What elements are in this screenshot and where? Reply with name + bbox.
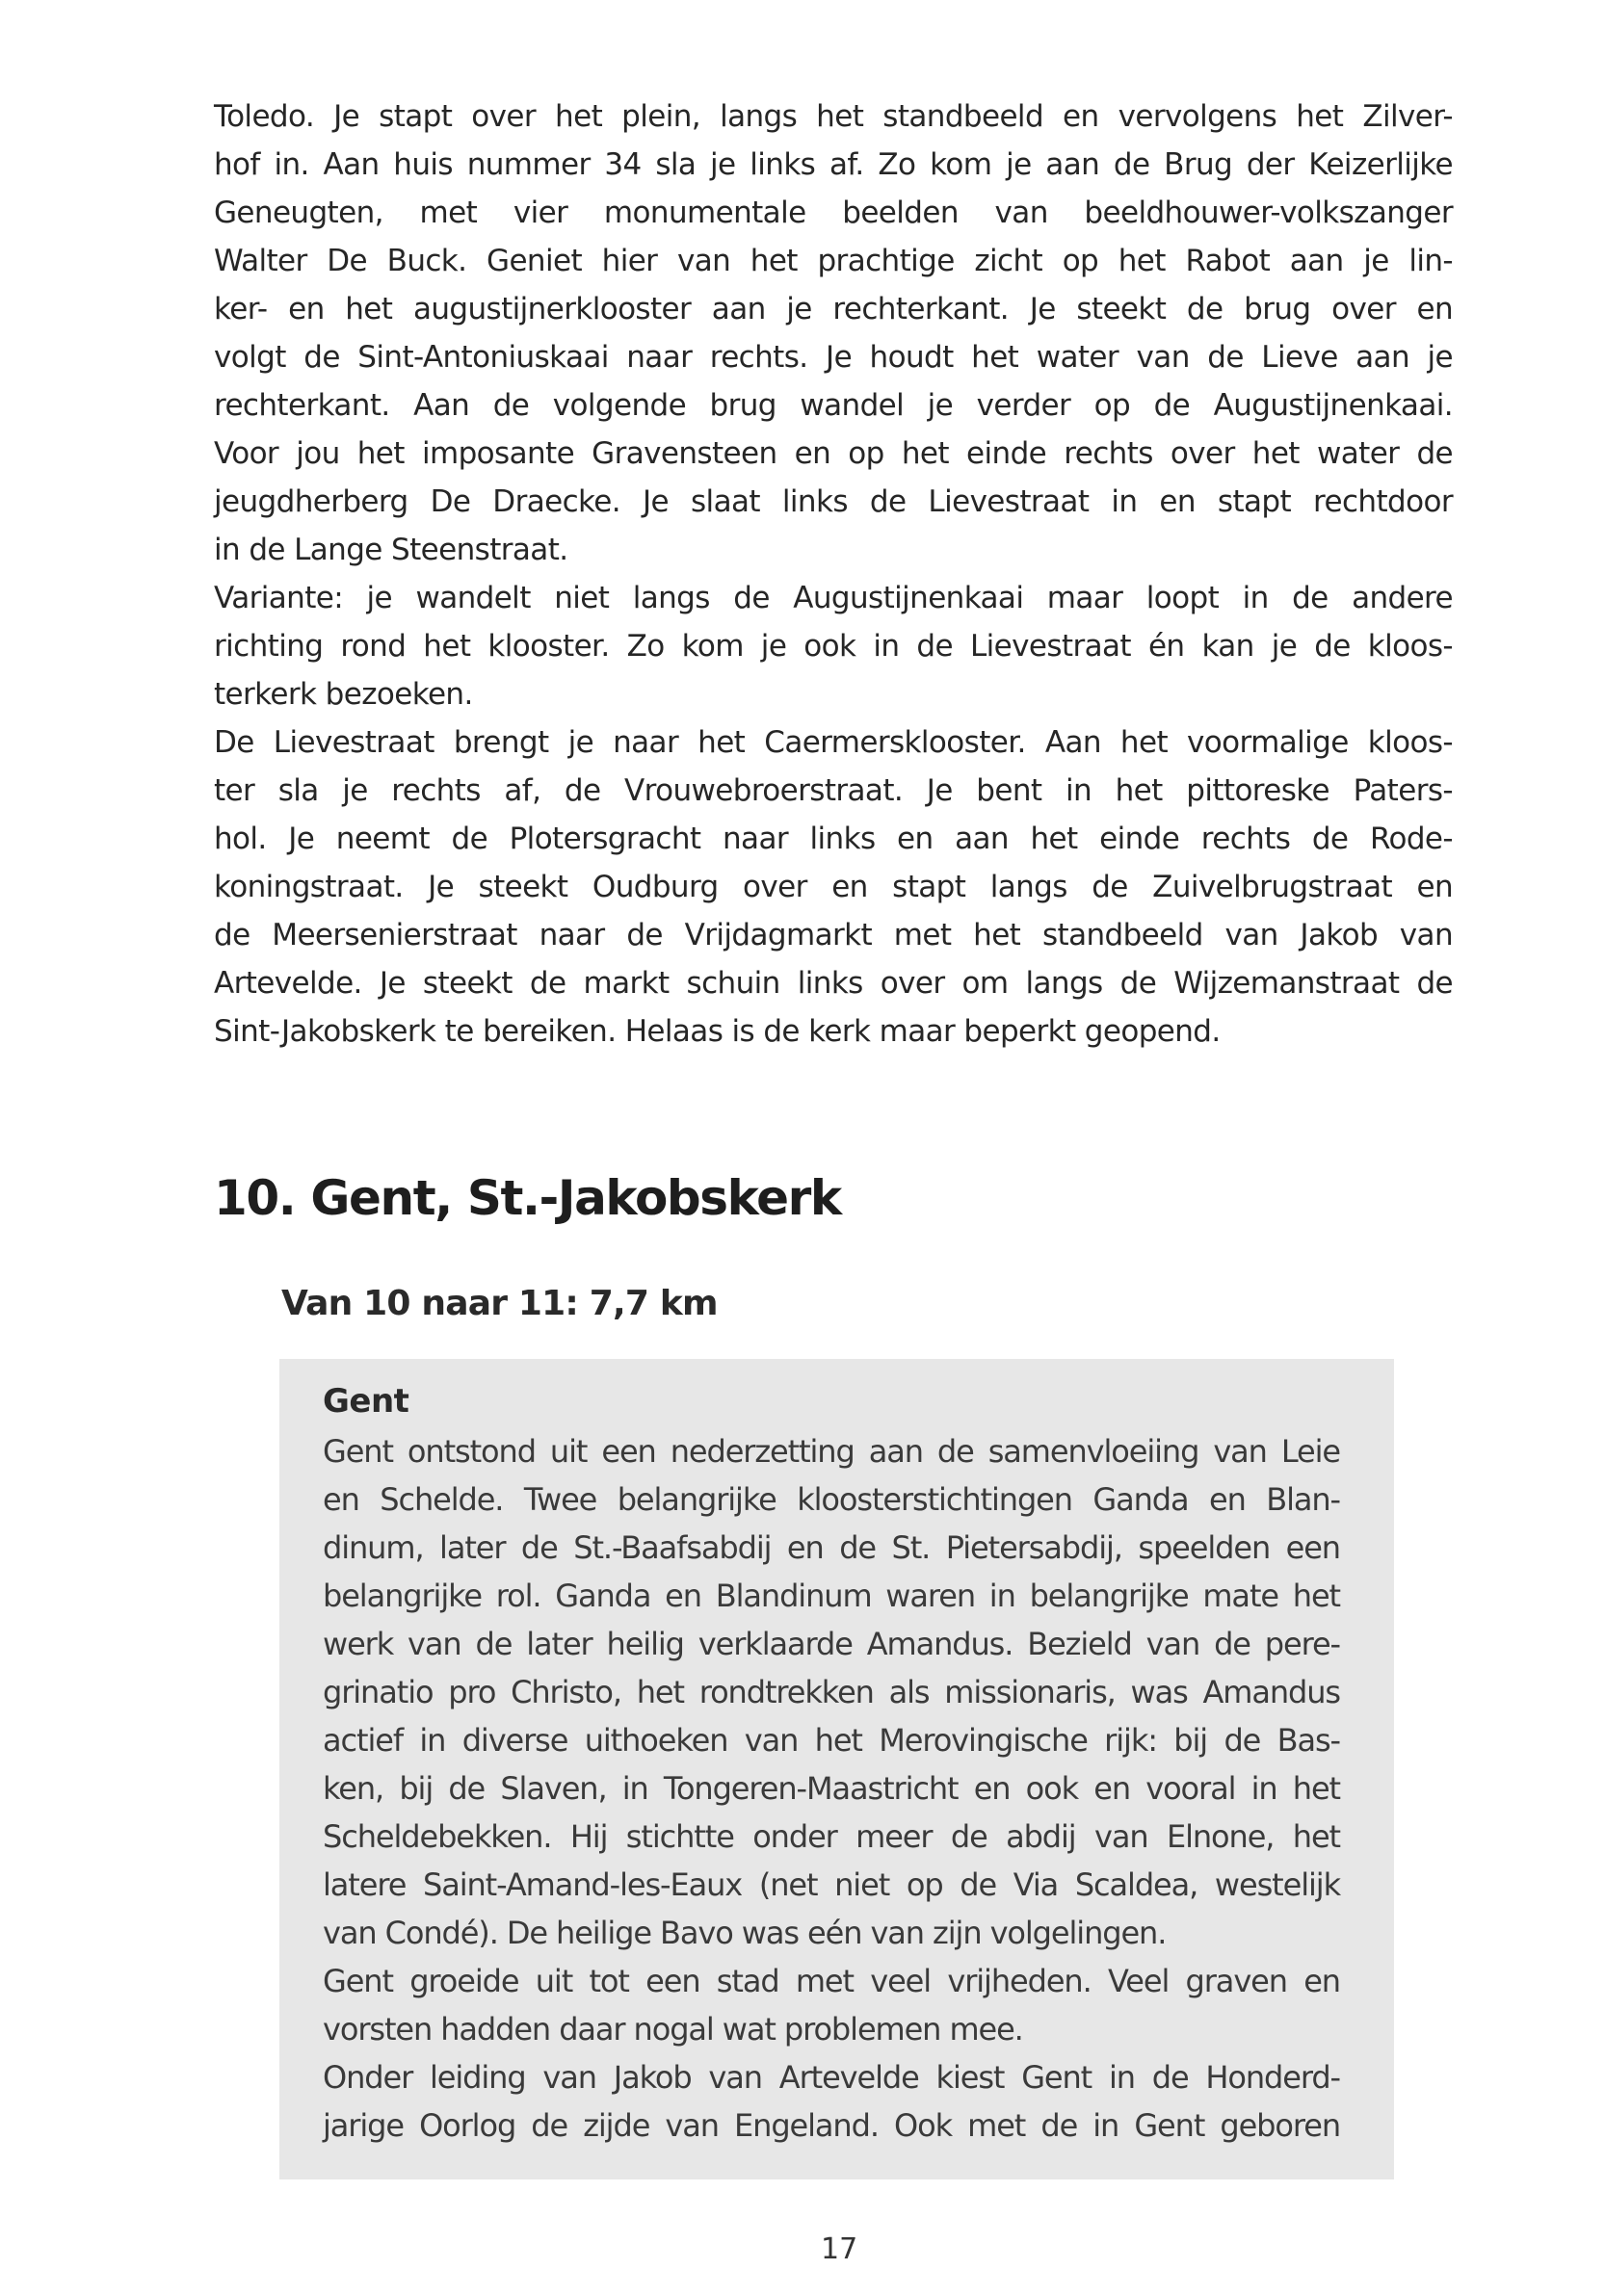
text-line: Sint-Jakobskerk te bereiken. Helaas is de kerk maar beperkt geopend. <box>214 1014 1221 1049</box>
text-line: terkerk bezoeken. <box>214 677 473 712</box>
info-box-line: actief in diverse uithoeken van het Merovingische rijk: bij de Bas- <box>323 1722 1340 1759</box>
text-line: koningstraat. Je steekt Oudburg over en stapt langs de Zuivelbrugstraat en <box>214 870 1453 904</box>
info-box-line: Scheldebekken. Hij stichtte onder meer de abdij van Elnone, het <box>323 1818 1340 1855</box>
text-line: Artevelde. Je steekt de markt schuin links over om langs de Wijzemanstraat de <box>214 966 1453 1001</box>
section-heading: 10. Gent, St.-Jakobskerk <box>214 1170 841 1226</box>
page-number: 17 <box>821 2232 858 2266</box>
info-box-line: Gent ontstond uit een nederzetting aan de samenvloeiing van Leie <box>323 1433 1340 1470</box>
text-line: hof in. Aan huis nummer 34 sla je links af. Zo kom je aan de Brug der Keizerlijke <box>214 147 1453 182</box>
text-line: Voor jou het imposante Gravensteen en op het einde rechts over het water de <box>214 436 1453 471</box>
info-box-line: ken, bij de Slaven, in Tongeren-Maastricht en ook en vooral in het <box>323 1770 1340 1807</box>
info-box-line: vorsten hadden daar nogal wat problemen mee. <box>323 2011 1023 2048</box>
route-distance: Van 10 naar 11: 7,7 km <box>281 1284 718 1323</box>
info-box-line: belangrijke rol. Ganda en Blandinum waren in belangrijke mate het <box>323 1578 1340 1614</box>
info-box-title: Gent <box>323 1382 409 1421</box>
text-line: Geneugten, met vier monumentale beelden van beeldhouwer-volkszanger <box>214 196 1453 230</box>
text-line: rechterkant. Aan de volgende brug wandel je verder op de Augustijnenkaai. <box>214 388 1453 423</box>
text-line: richting rond het klooster. Zo kom je ook in de Lievestraat én kan je de kloos- <box>214 629 1453 664</box>
text-line: ter sla je rechts af, de Vrouwebroerstraat. Je bent in het pittoreske Paters- <box>214 773 1453 808</box>
text-line: volgt de Sint-Antoniuskaai naar rechts. Je houdt het water van de Lieve aan je <box>214 340 1453 375</box>
info-box-line: latere Saint-Amand-les-Eaux (net niet op de Via Scaldea, westelijk <box>323 1866 1340 1903</box>
info-box-line: dinum, later de St.-Baafsabdij en de St. Pietersabdij, speelden een <box>323 1529 1340 1566</box>
info-box-line: grinatio pro Christo, het rondtrekken als missionaris, was Amandus <box>323 1674 1340 1710</box>
text-line: Toledo. Je stapt over het plein, langs het standbeeld en vervolgens het Zilver- <box>214 99 1453 134</box>
text-line: in de Lange Steenstraat. <box>214 533 568 567</box>
info-box-line: en Schelde. Twee belangrijke kloosterstichtingen Ganda en Blan- <box>323 1481 1340 1518</box>
text-line: hol. Je neemt de Plotersgracht naar links en aan het einde rechts de Rode- <box>214 822 1453 856</box>
text-line: jeugdherberg De Draecke. Je slaat links de Lievestraat in en stapt rechtdoor <box>214 484 1453 519</box>
info-box-line: van Condé). De heilige Bavo was eén van zijn volgelingen. <box>323 1915 1167 1951</box>
text-line: Variante: je wandelt niet langs de Augustijnenkaai maar loopt in de andere <box>214 581 1453 615</box>
info-box-line: Onder leiding van Jakob van Artevelde kiest Gent in de Honderd- <box>323 2059 1340 2096</box>
info-box <box>279 1359 1394 2179</box>
info-box-line: jarige Oorlog de zijde van Engeland. Ook met de in Gent geboren <box>323 2107 1340 2144</box>
text-line: de Meersenierstraat naar de Vrijdagmarkt met het standbeeld van Jakob van <box>214 918 1453 952</box>
info-box-line: Gent groeide uit tot een stad met veel vrijheden. Veel graven en <box>323 1963 1340 1999</box>
text-line: Walter De Buck. Geniet hier van het prachtige zicht op het Rabot aan je lin- <box>214 244 1453 278</box>
text-line: De Lievestraat brengt je naar het Caermersklooster. Aan het voormalige kloos- <box>214 725 1453 760</box>
info-box-line: werk van de later heilig verklaarde Amandus. Bezield van de pere- <box>323 1626 1340 1662</box>
text-line: ker- en het augustijnerklooster aan je rechterkant. Je steekt de brug over en <box>214 292 1453 326</box>
